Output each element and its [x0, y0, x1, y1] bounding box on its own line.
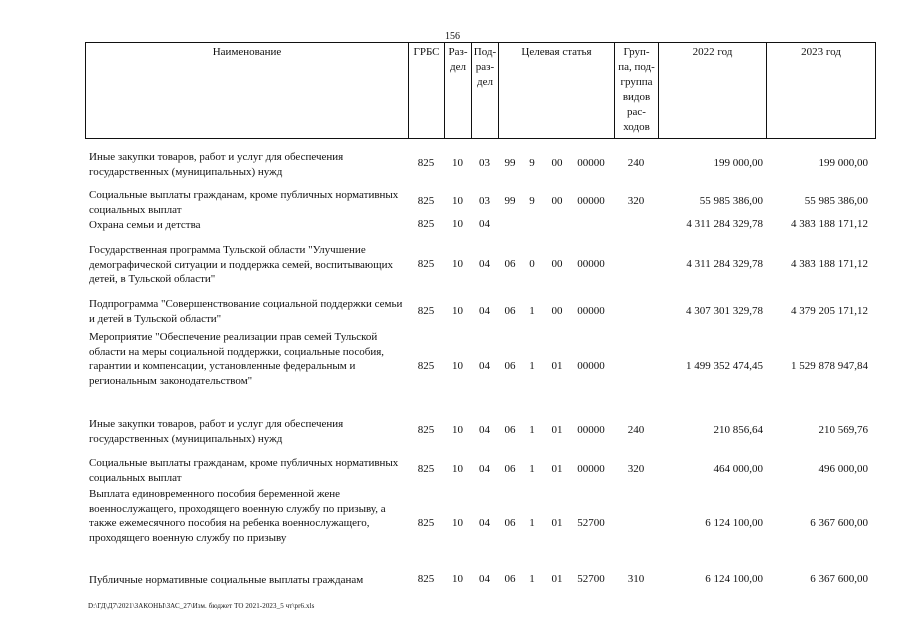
cell-target-1: 06	[504, 305, 516, 317]
cell-podrazdel: 04	[479, 463, 490, 475]
cell-razdel: 10	[452, 157, 463, 169]
cell-2023: 210 569,76	[818, 424, 868, 436]
cell-2022: 6 124 100,00	[705, 517, 763, 529]
row-name: Выплата единовременного пособия беременной жене военнослужащего, проходящего военную службу по призыву, а также ежемесячного пособия на ребенка военнослужащего, проходящего военную службу по призыву	[89, 488, 386, 544]
cell-target-3: 01	[551, 424, 563, 436]
cell-target-2: 1	[529, 305, 535, 317]
cell-target-3: 00	[551, 258, 563, 270]
cell-podrazdel: 04	[479, 424, 490, 436]
cell-target-4: 00000	[577, 463, 605, 475]
cell-2023: 4 383 188 171,12	[791, 218, 868, 230]
cell-razdel: 10	[452, 218, 463, 230]
row-name: Публичные нормативные социальные выплаты гражданам	[89, 574, 364, 586]
cell-podrazdel: 04	[479, 305, 490, 317]
cell-razdel: 10	[452, 195, 463, 207]
cell-2023: 199 000,00	[818, 157, 868, 169]
cell-podrazdel: 03	[479, 157, 490, 169]
cell-2023: 55 985 386,00	[804, 195, 868, 207]
cell-expense-group: 310	[627, 573, 645, 585]
table-header	[85, 42, 876, 139]
cell-target-1: 06	[504, 517, 516, 529]
cell-2023: 4 379 205 171,12	[791, 305, 868, 317]
cell-2022: 55 985 386,00	[699, 195, 763, 207]
cell-target-3: 00	[551, 157, 563, 169]
cell-2022: 4 311 284 329,78	[686, 258, 763, 270]
cell-grbs: 825	[417, 258, 435, 270]
cell-razdel: 10	[452, 305, 463, 317]
cell-2022: 4 311 284 329,78	[686, 218, 763, 230]
cell-target-4: 00000	[577, 195, 605, 207]
footer-file-path: D:\ГД\Д7\2021\ЗАКОНЫ\ЗАС_27\Изм. бюджет ТО 2021-2023_5 чт\pr6.xls	[88, 602, 315, 610]
cell-grbs: 825	[417, 463, 435, 475]
cell-target-2: 1	[529, 573, 535, 585]
cell-target-3: 01	[551, 360, 563, 372]
header-year-2022: 2022 год	[659, 43, 767, 139]
cell-target-2: 1	[529, 424, 535, 436]
cell-razdel: 10	[452, 517, 463, 529]
cell-target-1: 06	[504, 360, 516, 372]
cell-target-2: 1	[529, 360, 535, 372]
cell-podrazdel: 04	[479, 258, 490, 270]
cell-razdel: 10	[452, 573, 463, 585]
cell-2022: 6 124 100,00	[705, 573, 763, 585]
row-name: Социальные выплаты гражданам, кроме публичных нормативных социальных выплат	[89, 457, 399, 484]
cell-grbs: 825	[417, 360, 435, 372]
cell-grbs: 825	[417, 305, 435, 317]
header-expense-group: Груп- па, под- группа видов рас- ходов	[615, 43, 659, 139]
cell-target-4: 52700	[577, 573, 605, 585]
cell-expense-group: 320	[627, 463, 645, 475]
cell-expense-group: 240	[627, 157, 645, 169]
cell-podrazdel: 03	[479, 195, 490, 207]
cell-target-4: 00000	[577, 360, 605, 372]
cell-grbs: 825	[417, 157, 435, 169]
row-name: Охрана семьи и детства	[89, 219, 201, 231]
cell-target-1: 06	[504, 424, 516, 436]
header-year-2023: 2023 год	[767, 43, 876, 139]
cell-target-4: 00000	[577, 305, 605, 317]
page-number: 156	[445, 31, 460, 42]
cell-target-4: 00000	[577, 424, 605, 436]
cell-razdel: 10	[452, 360, 463, 372]
cell-target-1: 99	[504, 157, 516, 169]
row-name: Иные закупки товаров, работ и услуг для обеспечения государственных (муниципальных) нужд	[89, 418, 344, 445]
header-grbs: ГРБС	[409, 43, 445, 139]
row-name: Иные закупки товаров, работ и услуг для обеспечения государственных (муниципальных) нужд	[89, 151, 344, 178]
row-name: Социальные выплаты гражданам, кроме публичных нормативных социальных выплат	[89, 189, 399, 216]
cell-grbs: 825	[417, 424, 435, 436]
cell-target-2: 9	[529, 195, 535, 207]
cell-2023: 496 000,00	[818, 463, 868, 475]
cell-razdel: 10	[452, 258, 463, 270]
cell-target-1: 99	[504, 195, 516, 207]
cell-target-2: 0	[529, 258, 535, 270]
cell-podrazdel: 04	[479, 360, 490, 372]
header-razdel: Раз- дел	[445, 43, 472, 139]
cell-target-1: 06	[504, 573, 516, 585]
cell-2022: 210 856,64	[713, 424, 763, 436]
cell-target-2: 1	[529, 517, 535, 529]
cell-razdel: 10	[452, 463, 463, 475]
cell-grbs: 825	[417, 517, 435, 529]
cell-grbs: 825	[417, 573, 435, 585]
cell-razdel: 10	[452, 424, 463, 436]
cell-target-4: 00000	[577, 157, 605, 169]
cell-2022: 1 499 352 474,45	[686, 360, 763, 372]
cell-target-3: 01	[551, 573, 563, 585]
row-name: Мероприятие "Обеспечение реализации прав семей Тульской области на меры социальной поддержки, социальные пособия, гарантии и компенсации, установленные федеральным и региональным законодательством"	[89, 331, 385, 387]
cell-podrazdel: 04	[479, 218, 490, 230]
row-name: Государственная программа Тульской области "Улучшение демографической ситуации и поддержка семей, воспитывающих детей, в Тульской области"	[89, 244, 393, 286]
header-name: Наименование	[86, 43, 409, 139]
cell-grbs: 825	[417, 218, 435, 230]
row-name: Подпрограмма "Совершенствование социальной поддержки семьи и детей в Тульской области"	[89, 298, 403, 325]
cell-target-4: 00000	[577, 258, 605, 270]
cell-podrazdel: 04	[479, 573, 490, 585]
cell-expense-group: 240	[627, 424, 645, 436]
cell-2022: 4 307 301 329,78	[686, 305, 763, 317]
cell-target-2: 1	[529, 463, 535, 475]
cell-2023: 1 529 878 947,84	[791, 360, 868, 372]
header-target-article: Целевая статья	[499, 43, 615, 139]
cell-2023: 6 367 600,00	[810, 573, 868, 585]
cell-2023: 6 367 600,00	[810, 517, 868, 529]
cell-2023: 4 383 188 171,12	[791, 258, 868, 270]
cell-2022: 199 000,00	[713, 157, 763, 169]
cell-target-3: 00	[551, 195, 563, 207]
cell-target-4: 52700	[577, 517, 605, 529]
cell-target-3: 00	[551, 305, 563, 317]
cell-podrazdel: 04	[479, 517, 490, 529]
cell-target-1: 06	[504, 258, 516, 270]
cell-target-3: 01	[551, 463, 563, 475]
cell-target-2: 9	[529, 157, 535, 169]
header-podrazdel: Под- раз- дел	[472, 43, 499, 139]
cell-expense-group: 320	[627, 195, 645, 207]
cell-target-3: 01	[551, 517, 563, 529]
cell-2022: 464 000,00	[713, 463, 763, 475]
cell-grbs: 825	[417, 195, 435, 207]
cell-target-1: 06	[504, 463, 516, 475]
